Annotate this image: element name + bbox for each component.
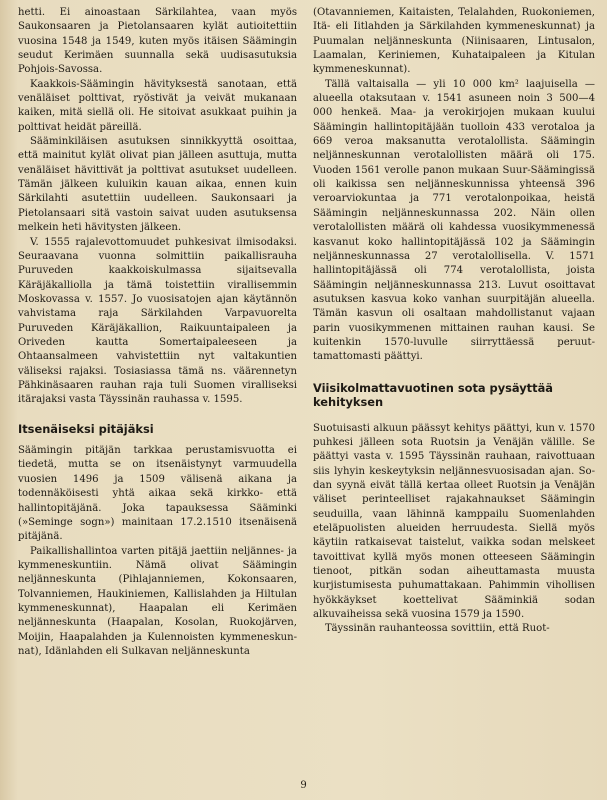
page-number: 9 <box>300 780 307 791</box>
right-column <box>313 6 595 637</box>
paragraph: Suotuisasti alkuun päässyt kehitys päättyi, kun v. 1570 puhkesi jälleen sota Ruotsin ja Venäjän välille. Se päättyi vasta v. 1595 Täyssinän rauhaan, raivottuaan siis lyhyin keskeytyksin neljännesvuosisadan ajan. Sodan syynä eivät tällä kertaa olleet Ruotsin ja Venäjän väliset perinteelliset rajakahnaukset Säämingin seuduilla, vaan lähinnä kamppailu Suomenlahden eteläpuolisten alueiden herruudesta. Siellä myös käytiin ratkaisevat taistelut, vaikka sodan melskeet tavoittivat kyllä myös monen otteeseen Säämingin tienoot, pitkän sodan aiheuttamasta muusta kurjistumisesta puhumattakaan. Pahimmin vihollisen hyökkäykset koettelivat Sääminkiä sodan alkuvaiheissa sekä vuosina 1579 ja 1590. <box>313 422 595 621</box>
section-heading: Itsenäiseksi pitäjäksi <box>18 421 154 436</box>
paragraph: Paikallishallintoa varten pitäjä jaettiin neljännes- ja kymmeneskuntiin. Nämä olivat Säämingin neljänneskunta (Pihlajanniemen, Kokonsaaren, Tolvanniemen, Haukiniemen, Kallislahden ja Hiltulan kymmeneskunnat), Haapalan eli Kerimäen neljänneskunta (Haapalan, Kosolan, Ruokojärven, Moijin, Haapalahden ja Kulennoisten kymmeneskunnat), Idänlahden eli Sulkavan neljänneskunta <box>18 545 297 657</box>
paragraph: (Otavanniemen, Kaitaisten, Telalahden, Ruokoniemen, Itä- eli Iitlahden ja Särkilahden kymmeneskunnat) ja Puumalan neljänneskunta (Niinisaaren, Lintusalon, Laamalan, Keriniemen, Kuhataipaleen ja Kitulan kymmeneskunnat). <box>313 7 595 76</box>
section-heading: Viisikolmattavuotinen sota pysäyttää kehityksen <box>313 380 553 410</box>
paragraph: Kaakkois-Säämingin hävityksestä sanotaan, että venäläiset polttivat, ryöstivät ja veivät mukanaan kaiken, mitä siellä oli. He sitoivat asukkaat puihin ja polttivat heidät päreillä. <box>18 78 297 133</box>
paragraph: Täyssinän rauhanteossa sovittiin, että Ruot- <box>325 623 550 635</box>
paragraph: V. 1555 rajalevottomuudet puhkesivat ilmisodaksi. Seuraavana vuonna solmittiin paikallisrauha Puruveden kaakkoiskulmassa sijaitsevalla Käräjäkalliolla ja tämä toistettiin virallisemmin Moskovassa v. 1557. Jo vuosisatojen ajan käytännön vahvistama raja Särkilahden Varpavuorelta Puruveden Käräjäkallion, Raikuuntaipaleen ja Oriveden kautta Somertaipaleeseen ja Ohtaansalmeen vahvistettiin nyt valtakuntien väliseksi rajaksi. Tosiasiassa tämä ns. väärennetyn Pähkinäsaaren rauhan raja tuli Suomen viralliseksi itärajaksi vasta Täyssinän rauhassa v. 1595. <box>18 236 297 406</box>
paragraph: Säämingin pitäjän tarkkaa perustamisvuotta ei tiedetä, mutta se on itsenäistynyt varmuudella vuosien 1496 ja 1509 välisenä aikana ja todennäköisesti yhtä aikaa sekä kirkko- että hallintopitäjänä. Joka tapauksessa Sääminki (»Seminge sogn») mainitaan 17.2.1510 itsenäisenä pitäjänä. <box>18 445 297 543</box>
paragraph: Tällä valtaisalla — yli 10 000 km² laajuisella — alueella otaksutaan v. 1541 asuneen noin 3 500—4 000 henkeä. Maa- ja verokirjojen mukaan kuului Säämingin hallintopitäjään tuolloin 433 verotaloa ja 669 veroa maksanutta verotalollista. Säämingin neljänneskunnan verotalollisten määrä oli 175. Vuoden 1561 verolle panon mukaan Suur-Säämingissä oli kaikissa sen neljänneskunnissa yhteensä 396 veroarviokuntaa ja 771 verotalonpoikaa, heistä Säämingin neljänneskunnassa 202. Näin ollen verotalollisten määrä oli kahdessa vuosikymmenessä kasvanut koko hallintopitäjässä 102 ja Säämingin neljänneskunnassa 27 verotalollisella. V. 1571 hallintopitäjässä oli 774 verotalollista, joista Säämingin neljänneskunnassa 213. Luvut osoittavat asutuksen kasvua koko vanhan suurpitäjän alueella. Tämän kasvun oli osaltaan mahdollistanut vajaan parin vuosikymmenen mittainen rauhan kausi. Se kuitenkin 1570-luvulle siirryttäessä peruuttamattomasti päättyi. <box>313 78 595 363</box>
paragraph: hetti. Ei ainoastaan Särkilahtea, vaan myös Saukonsaaren ja Pietolansaaren kylät autioitettiin vuosina 1548 ja 1549, kuten myös itäisen Säämingin seudut Kerimäen suunnalla sekä uudisasutuksia Pohjois-Savossa. <box>18 7 297 76</box>
paragraph: Sääminkiläisen asutuksen sinnikkyyttä osoittaa, että mainitut kylät olivat pian jälleen asuttuja, mutta venäläiset hävittivät ja polttivat asutukset uudelleen. Tämän jälkeen kuluikin kauan aikaa, ennen kuin Särkilahti asutettiin uudelleen. Saukonsaari ja Pietolansaari sitä vastoin saivat uuden asutuksensa melkein heti hävitysten jälkeen. <box>18 136 297 234</box>
left-column <box>18 6 297 659</box>
